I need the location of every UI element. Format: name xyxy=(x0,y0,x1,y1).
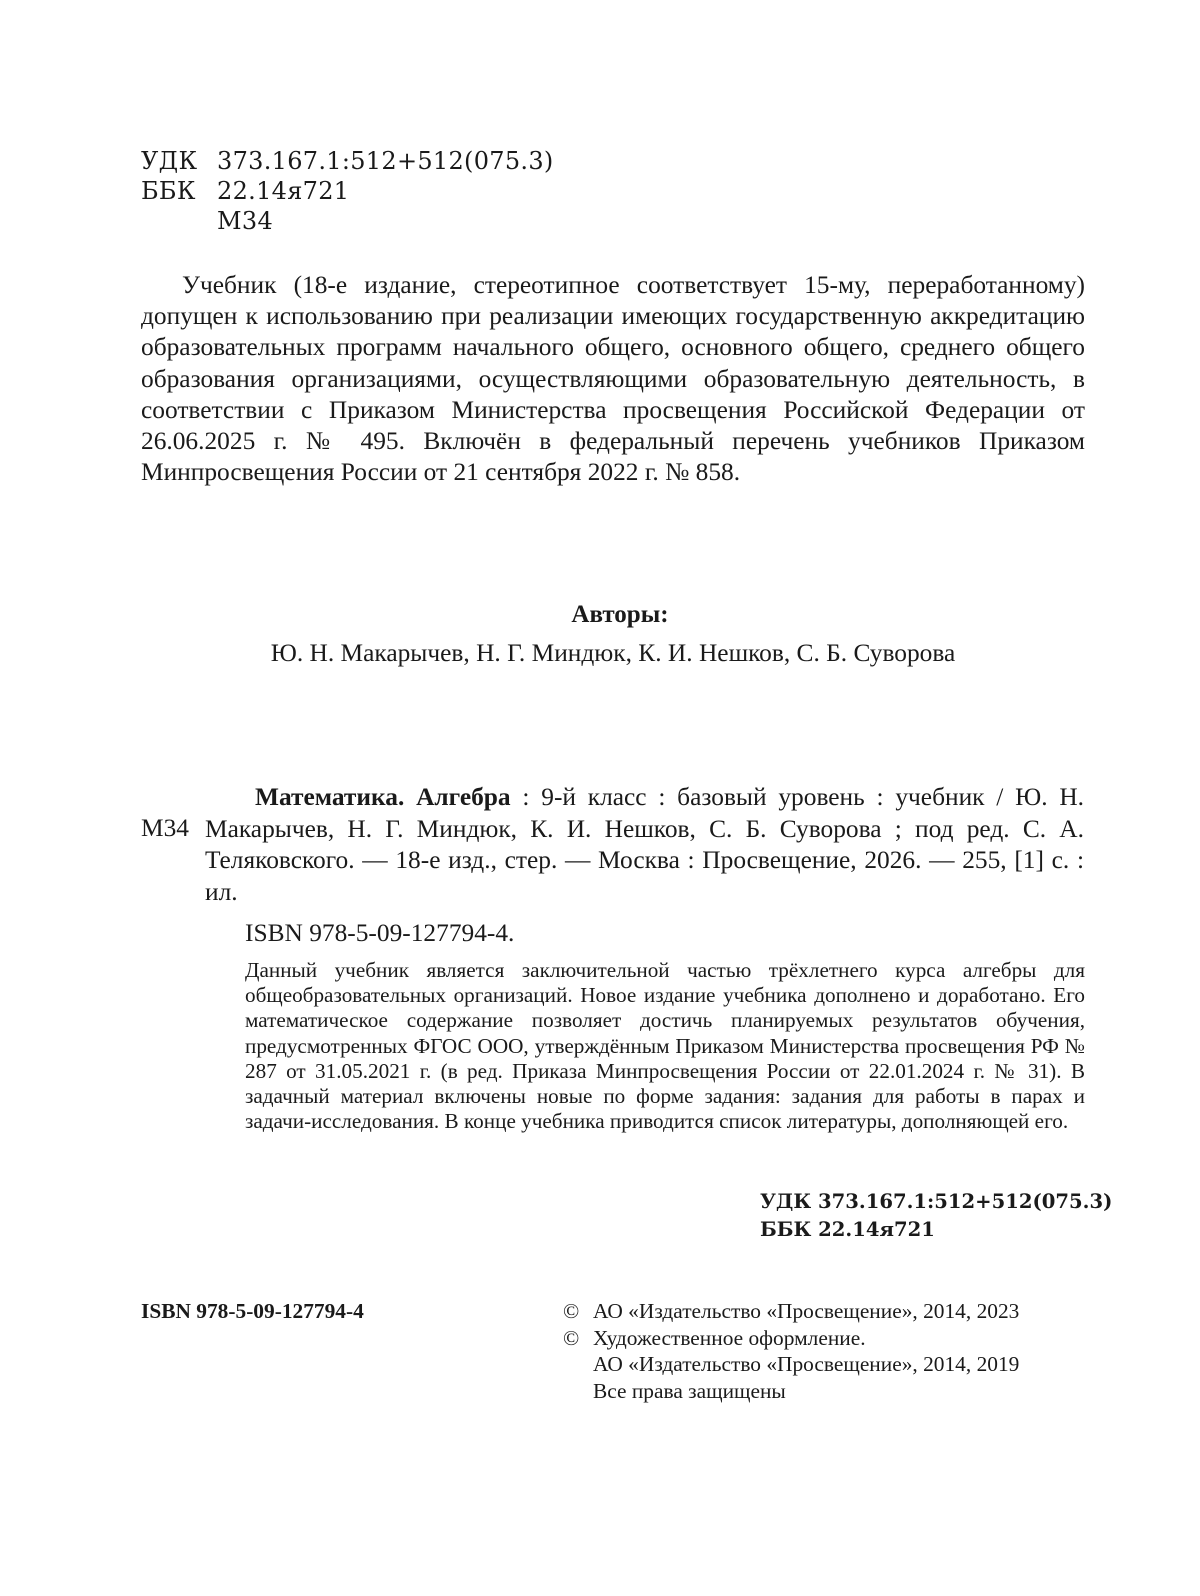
copyright-icon: © xyxy=(563,1299,580,1323)
bbk-value: 22.14я721 xyxy=(217,177,350,205)
bibliographic-description xyxy=(205,782,1084,908)
copyright-icon: © xyxy=(563,1325,580,1350)
udk-label: УДК xyxy=(141,147,198,175)
copyright-line: © АО «Издательство «Просвещение», 2014, 2023 xyxy=(563,1299,1020,1323)
author-mark: М34 xyxy=(217,207,274,235)
author-mark-row xyxy=(141,206,554,236)
classification-codes xyxy=(141,146,554,236)
approval-paragraph: Учебник (18-е издание, стереотипное соответствует 15-му, переработанному) допущен к использованию при реализации имеющих государственную аккредитацию образовательных программ начального общего, основного общего, среднего общего образования организациями, осуществляющими образовательную деятельность, в соответствии с Приказом Министерства просвещения Российской Федерации от 26.06.2025 г. № 495. Включён в федеральный перечень учебников Приказом Минпросвещения России от 21 сентября 2022 г. № 858. xyxy=(141,271,1085,487)
copyright-line: АО «Издательство «Просвещение», 2014, 2019 xyxy=(593,1352,1020,1376)
book-title: Математика. Алгебра xyxy=(255,783,511,811)
bbk-label: ББК xyxy=(141,177,196,205)
bbk-row xyxy=(141,176,554,206)
annotation-text: Данный учебник является заключительной частью трёхлетнего курса алгебры для общеобразовательных организаций. Новое издание учебника дополнено и доработано. Его математическое содержание позволяет достичь планируемых результатов обучения, предусмотренных ФГОС ООО, утверждённым Приказом Министерства просвещения РФ № 287 от 31.05.2021 г. (в ред. Приказа Минпросвещения России от 22.01.2024 г. № 31). В задачный материал включены новые по форме задания: задания для работы в парах и задачи-исследования. В конце учебника приводится список литературы, дополняющей его. xyxy=(245,958,1085,1134)
biblio-isbn: ISBN 978-5-09-127794-4. xyxy=(245,919,515,947)
footer-isbn: ISBN 978-5-09-127794-4 xyxy=(141,1299,364,1323)
udk-value: 373.167.1:512+512(075.3) xyxy=(217,147,554,175)
copyright-line: Все права защищены xyxy=(593,1378,786,1403)
authors-heading: Авторы: xyxy=(571,601,669,628)
book-description: : 9-й класс : базовый уровень : учебник / Ю. Н. Макарычев, Н. Г. Миндюк, К. И. Нешков, С. Б. Суворова ; под ред. С. А. Теляковского. — 18-е изд., стер. — Москва : Просвещение, 2026. — 255, [1] с. : ил. xyxy=(205,783,1085,906)
udk-bottom: УДК 373.167.1:512+512(075.3) xyxy=(760,1190,1113,1213)
annotation xyxy=(245,958,1085,1134)
copyright-block xyxy=(563,1298,1019,1404)
biblio-author-mark: М34 xyxy=(141,814,189,842)
bbk-bottom: ББК 22.14я721 xyxy=(760,1218,935,1241)
udk-row xyxy=(141,146,554,176)
copyright-line: © Художественное оформление. xyxy=(563,1325,866,1350)
authors-names: Ю. Н. Макарычев, Н. Г. Миндюк, К. И. Нешков, С. Б. Суворова xyxy=(270,639,956,667)
classification-bottom xyxy=(760,1188,1112,1244)
